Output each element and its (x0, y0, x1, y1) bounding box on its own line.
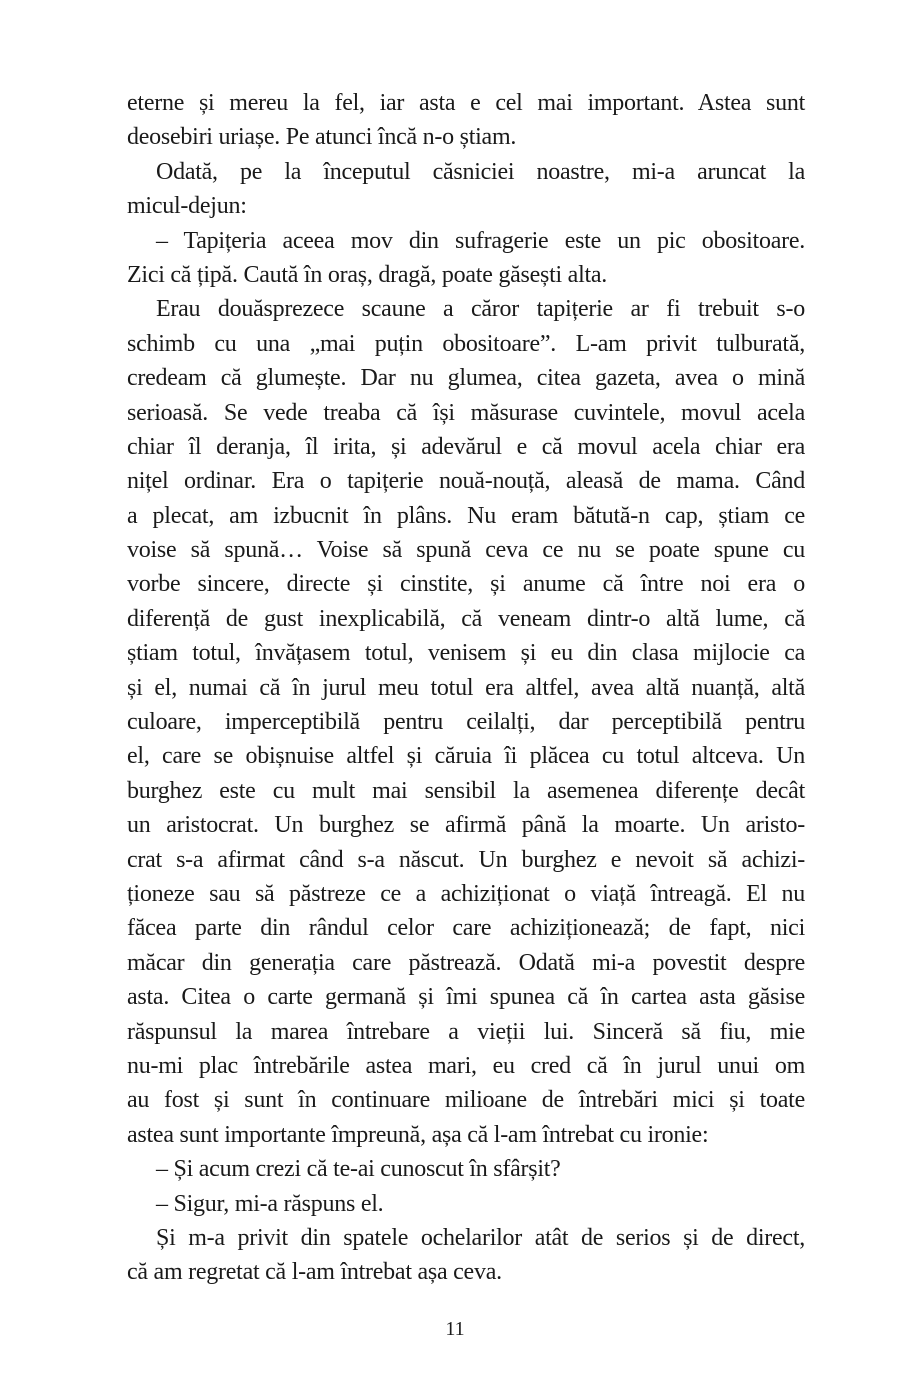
text-line: el, care se obișnuise altfel și căruia îi plăcea cu totul altceva. Un (127, 743, 805, 770)
text-line: Și m-a privit din spatele ochelarilor atât de serios și de direct, (156, 1224, 805, 1251)
text-line: – Tapițeria aceea mov din sufragerie este un pic obositoare. (156, 227, 805, 254)
text-line: a plecat, am izbucnit în plâns. Nu eram bătută-n cap, știam ce (127, 502, 805, 529)
text-line: Erau douăsprezece scaune a căror tapițerie ar fi trebuit s-o (156, 296, 805, 323)
text-line: culoare, imperceptibilă pentru ceilalți, dar perceptibilă pentru (127, 709, 805, 736)
text-line: nițel ordinar. Era o tapițerie nouă-nouță, aleasă de mama. Când (127, 468, 805, 495)
text-line: nu-mi plac întrebările astea mari, eu cred că în jurul unui om (127, 1052, 805, 1079)
text-line: făcea parte din rândul celor care achiziționează; de fapt, nici (127, 915, 805, 942)
text-line: ționeze sau să păstreze ce a achiziționat o viață întreagă. El nu (127, 880, 805, 907)
body-text (127, 86, 805, 1290)
text-line: au fost și sunt în continuare milioane de întrebări mici și toate (127, 1087, 805, 1114)
text-line: diferență de gust inexplicabilă, că veneam dintr-o altă lume, că (127, 605, 805, 632)
text-line: eterne și mereu la fel, iar asta e cel mai important. Astea sunt (127, 90, 805, 116)
text-line: astea sunt importante împreună, așa că l-am întrebat cu ironie: (127, 1121, 709, 1148)
text-line: știam totul, învățasem totul, venisem și eu din clasa mijlocie ca (127, 640, 805, 667)
text-line: serioasă. Se vede treaba că își măsurase cuvintele, movul acela (127, 399, 805, 426)
text-line: chiar îl deranja, îl irita, și adevărul e că movul acela chiar era (127, 433, 805, 460)
text-line: vorbe sincere, directe și cinstite, și anume că între noi era o (127, 571, 805, 598)
text-line: răspunsul la marea întrebare a vieții lui. Sinceră să fiu, mie (127, 1018, 805, 1045)
text-line: un aristocrat. Un burghez se afirmă până la moarte. Un aristo- (127, 812, 805, 839)
text-line: burghez este cu mult mai sensibil la asemenea diferențe decât (127, 777, 805, 804)
text-line: Zici că țipă. Caută în oraș, dragă, poate găsești alta. (127, 261, 608, 288)
text-line: că am regretat că l-am întrebat așa ceva. (127, 1259, 502, 1286)
text-line: deosebiri uriașe. Pe atunci încă n-o știam. (127, 124, 517, 151)
page-number: 11 (445, 1318, 465, 1340)
text-line: voise să spună… Voise să spună ceva ce nu se poate spune cu (127, 537, 805, 564)
text-line: asta. Citea o carte germană și îmi spunea că în cartea asta găsise (127, 984, 805, 1011)
text-line: și el, numai că în jurul meu totul era altfel, avea altă nuanță, altă (127, 674, 805, 701)
text-line: măcar din generația care păstrează. Odată mi-a povestit despre (127, 949, 805, 976)
text-line: credeam că glumește. Dar nu glumea, citea gazeta, avea o mină (127, 365, 805, 392)
text-line: schimb cu una „mai puțin obositoare”. L-am privit tulburată, (127, 330, 805, 357)
text-line: – Și acum crezi că te-ai cunoscut în sfârșit? (156, 1156, 561, 1183)
text-line: Odată, pe la începutul căsniciei noastre, mi-a aruncat la (156, 158, 805, 185)
text-line: micul-dejun: (127, 193, 247, 220)
text-line: crat s-a afirmat când s-a născut. Un burghez e nevoit să achizi- (127, 846, 805, 873)
text-line: – Sigur, mi-a răspuns el. (156, 1190, 384, 1217)
